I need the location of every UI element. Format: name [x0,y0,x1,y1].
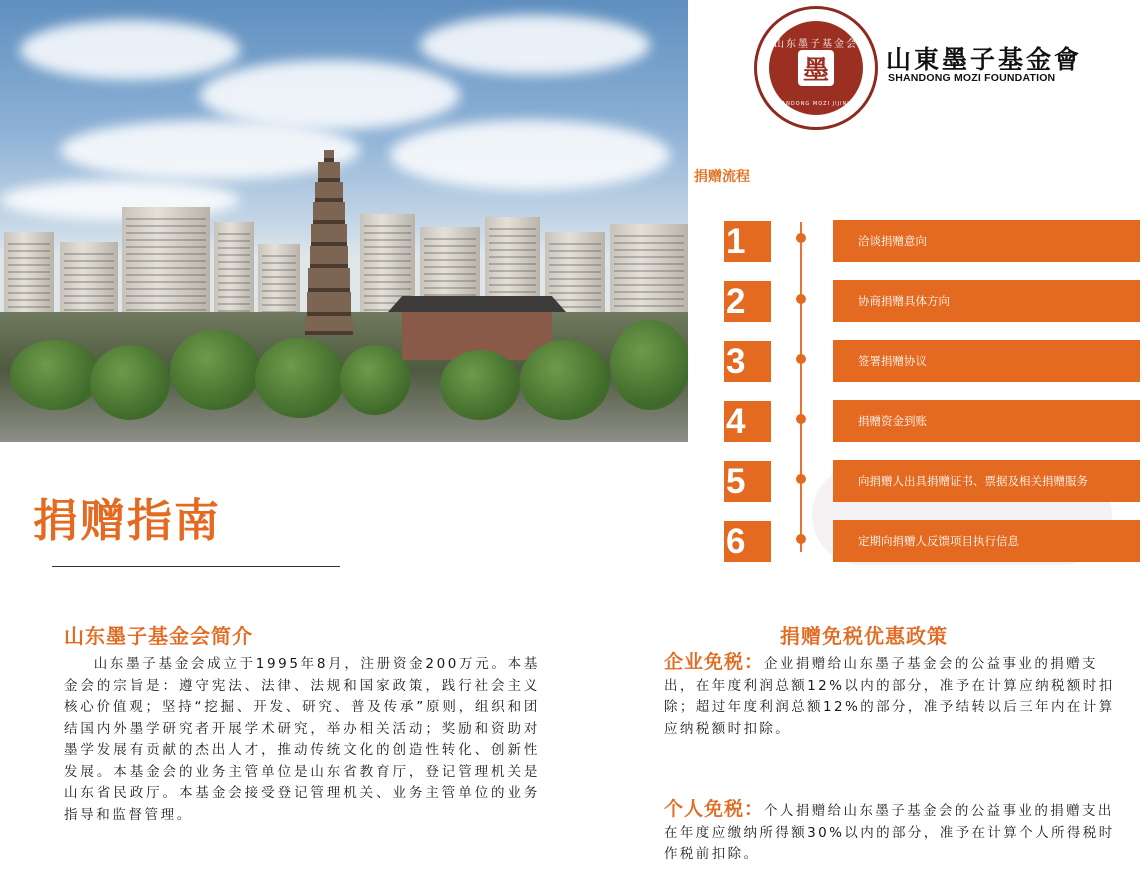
policy-heading: 捐赠免税优惠政策 [780,624,948,648]
step-number: 5 [724,461,771,502]
step-label: 洽谈捐赠意向 [833,220,1140,262]
foundation-seal-logo [754,6,878,130]
corporate-text: 企业捐赠给山东墨子基金会的公益事业的捐赠支出，在年度利润总额12%以内的部分，准予在计算应纳税额时扣除；超过年度利润总额12%的部分，准予结转以后三年内在计算应纳税额时扣除。 [664,656,1115,737]
step-number: 4 [724,401,771,442]
timeline-dot [796,414,806,424]
step-label: 捐赠资金到账 [833,400,1140,442]
foundation-name-cn: 山東墨子基金會 [886,45,1083,74]
intro-heading: 山东墨子基金会简介 [64,624,253,648]
intro-body: 山东墨子基金会成立于1995年8月，注册资金200万元。本基金会的宗旨是：遵守宪法、法律、法规和国家政策，践行社会主义核心价值观；坚持“挖掘、开发、研究、普及传承”原则，组织和团结国内外墨学研究者开展学术研究，举办相关活动；奖励和资助对墨学发展有贡献的杰出人才，推动传统文化的创造性转化、创新性发展。本基金会的业务主管单位是山东省教育厅，登记管理机关是山东省民政厅。本基金会接受登记管理机关、业务主管单位的业务指导和监督管理。 [64,656,540,823]
flow-timeline-line [800,222,802,552]
timeline-dot [796,294,806,304]
pagoda [306,150,352,335]
personal-text: 个人捐赠给山东墨子基金会的公益事业的捐赠支出在年度应缴纳所得额30%以内的部分，准予在计算个人所得税时作税前扣除。 [664,803,1115,862]
title-divider [52,566,340,567]
seal-ring-bottom-text: SHANDONG MOZI JIJINHUI [772,101,860,107]
step-number: 6 [724,521,771,562]
timeline-dot [796,354,806,364]
step-label: 向捐赠人出具捐赠证书、票据及相关捐赠服务 [833,460,1140,502]
page-title: 捐赠指南 [33,494,222,547]
personal-lead: 个人免税： [664,798,765,820]
personal-tax-policy [664,799,1129,866]
seal-character: 墨 [798,50,834,86]
corporate-lead: 企业免税： [664,651,765,673]
flow-title: 捐赠流程 [694,169,750,185]
timeline-dot [796,534,806,544]
seal-ring-top-text: 山东墨子基金会 [774,39,858,50]
step-number: 3 [724,341,771,382]
step-number: 1 [724,221,771,262]
hero-photo-pagoda-cityscape [0,0,688,442]
foundation-name-en: SHANDONG MOZI FOUNDATION [888,72,1056,84]
step-label: 协商捐赠具体方向 [833,280,1140,322]
timeline-dot [796,474,806,484]
corporate-tax-policy [664,652,1129,740]
timeline-dot [796,233,806,243]
step-label: 定期向捐赠人反馈项目执行信息 [833,520,1140,562]
step-number: 2 [724,281,771,322]
step-label: 签署捐赠协议 [833,340,1140,382]
